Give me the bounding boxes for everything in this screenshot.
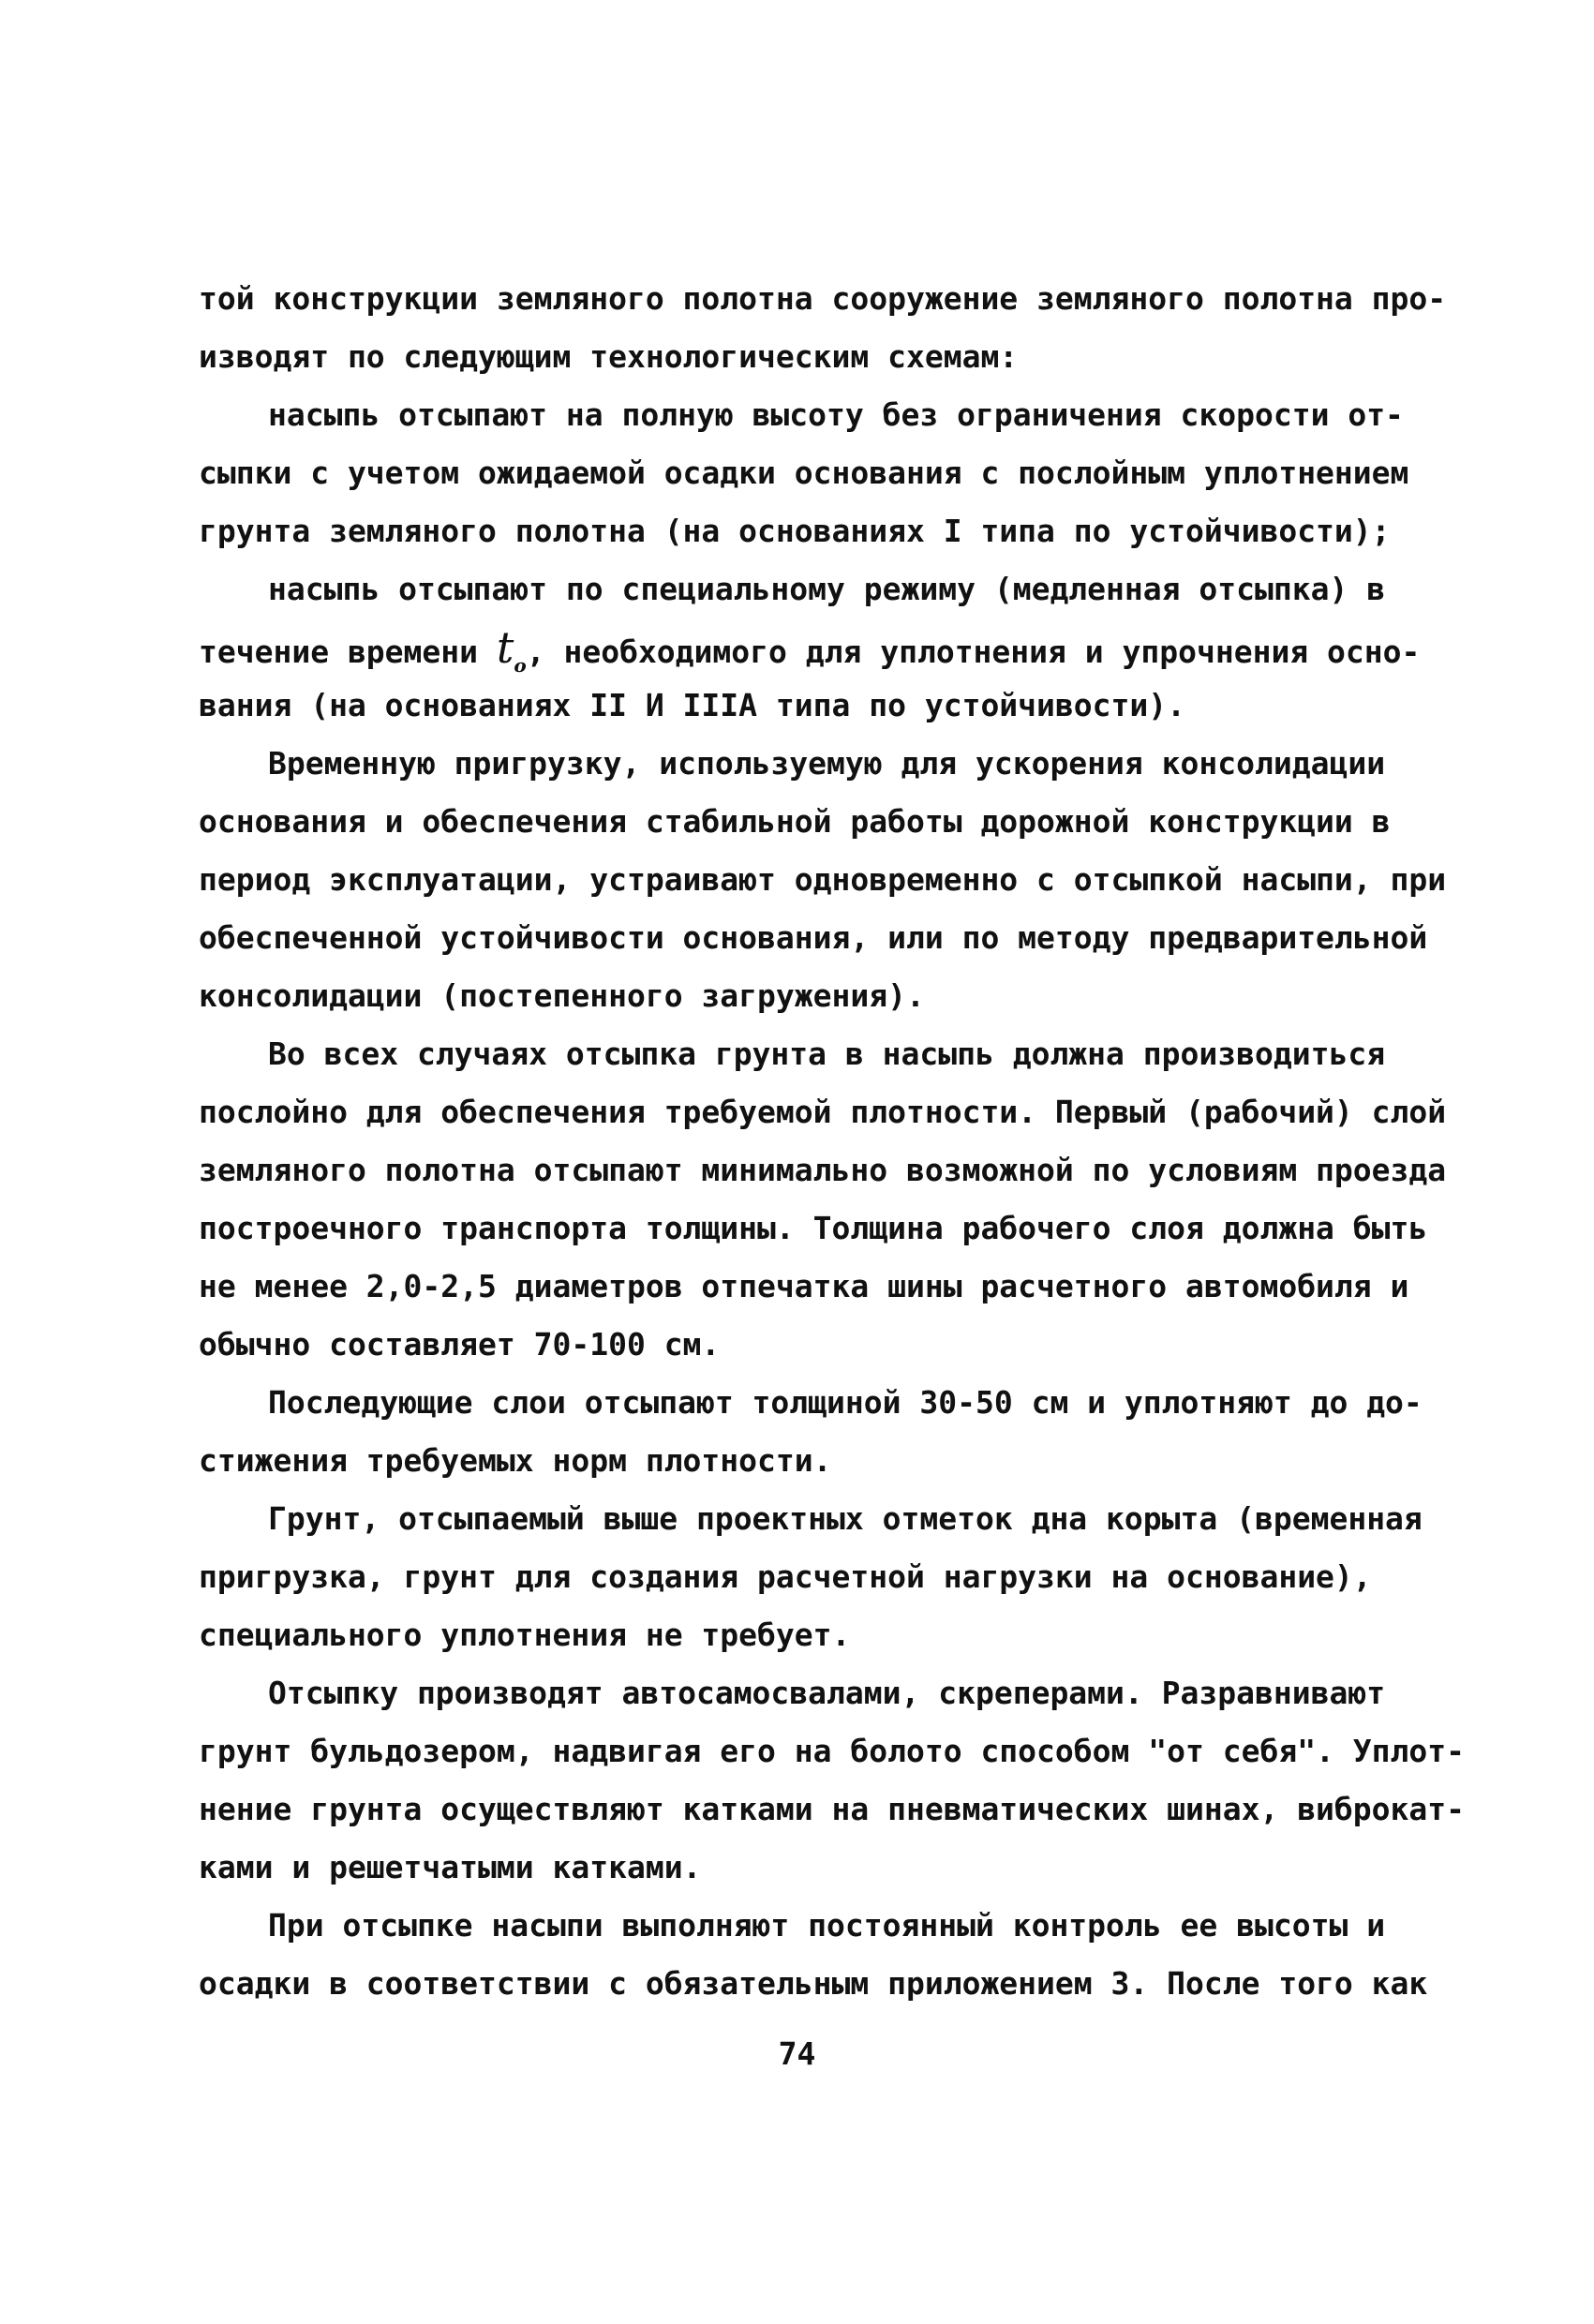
text-line: основания и обеспечения стабильной работы дорожной конструкции в xyxy=(199,803,1391,840)
text-line: Во всех случаях отсыпка грунта в насыпь должна производиться xyxy=(268,1035,1386,1072)
text-line: изводят по следующим технологическим схемам: xyxy=(199,338,1019,375)
text-line: специального уплотнения не требует. xyxy=(199,1616,851,1653)
text-line: вания (на основаниях II И IIIА типа по устойчивости). xyxy=(199,687,1185,723)
text-line: Последующие слои отсыпают толщиной 30-50 см и уплотняют до до- xyxy=(268,1384,1423,1421)
text-line: консолидации (постепенного загружения). xyxy=(199,977,925,1014)
text-line: обычно составляет 70-100 см. xyxy=(199,1326,721,1363)
text-line: той конструкции земляного полотна сооружение земляного полотна про- xyxy=(199,280,1447,317)
text-line: обеспеченной устойчивости основания, или по методу предварительной xyxy=(199,919,1428,956)
text-line: стижения требуемых норм плотности. xyxy=(199,1442,832,1479)
text-line: нение грунта осуществляют катками на пневматических шинах, виброкат- xyxy=(199,1791,1466,1827)
text-fragment: течение времени xyxy=(199,633,497,670)
text-line: построечного транспорта толщины. Толщина рабочего слоя должна быть xyxy=(199,1210,1428,1246)
time-variable-subscript: o xyxy=(514,654,527,677)
text-line-with-formula xyxy=(199,618,1421,677)
text-fragment: , необходимого для уплотнения и упрочнения осно- xyxy=(526,633,1421,670)
text-line: Отсыпку производят автосамосвалами, скреперами. Разравнивают xyxy=(268,1675,1386,1711)
text-line: осадки в соответствии с обязательным приложением 3. После того как xyxy=(199,1965,1428,2002)
page-number: 74 xyxy=(778,2035,816,2072)
text-line: послойно для обеспечения требуемой плотности. Первый (рабочий) слой xyxy=(199,1094,1447,1130)
text-line: ками и решетчатыми катками. xyxy=(199,1849,702,1885)
time-variable: t xyxy=(496,622,514,673)
text-line: насыпь отсыпают на полную высоту без ограничения скорости от- xyxy=(268,396,1404,433)
text-line: грунт бульдозером, надвигая его на болото способом "от себя". Уплот- xyxy=(199,1733,1466,1769)
text-line: грунта земляного полотна (на основаниях I типа по устойчивости); xyxy=(199,513,1391,549)
text-line: период эксплуатации, устраивают одновременно с отсыпкой насыпи, при xyxy=(199,861,1447,898)
text-line: Временную пригрузку, используемую для ускорения консолидации xyxy=(268,745,1386,782)
text-line: земляного полотна отсыпают минимально возможной по условиям проезда xyxy=(199,1152,1447,1188)
text-line: При отсыпке насыпи выполняют постоянный контроль ее высоты и xyxy=(268,1907,1386,1944)
text-line: Грунт, отсыпаемый выше проектных отметок дна корыта (временная xyxy=(268,1500,1423,1537)
text-line: не менее 2,0-2,5 диаметров отпечатка шины расчетного автомобиля и xyxy=(199,1268,1409,1304)
text-line: пригрузка, грунт для создания расчетной нагрузки на основание), xyxy=(199,1558,1372,1595)
text-line: сыпки с учетом ожидаемой осадки основания с послойным уплотнением xyxy=(199,454,1409,491)
body-text xyxy=(199,270,1466,2013)
text-line: насыпь отсыпают по специальному режиму (медленная отсыпка) в xyxy=(268,571,1386,607)
